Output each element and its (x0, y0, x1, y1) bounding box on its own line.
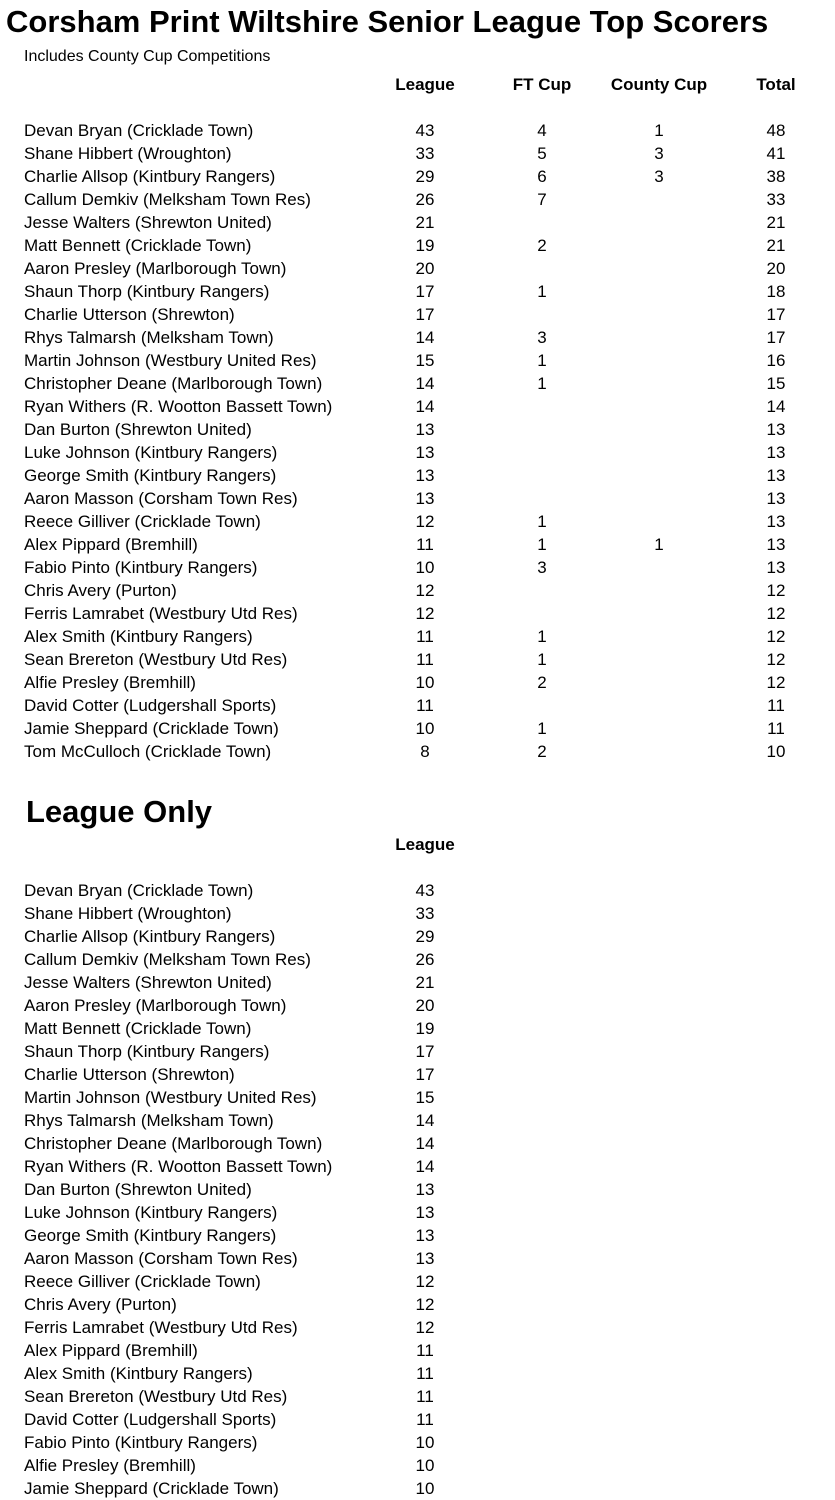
player-name: Ryan Withers (R. Wootton Bassett Town) (24, 1157, 333, 1176)
ft-cup-goals: 2 (537, 673, 547, 692)
county-cup-goals: 3 (654, 144, 664, 163)
table-row (0, 925, 835, 948)
county-cup-goals: 1 (654, 121, 664, 140)
ft-cup-goals: 5 (537, 144, 547, 163)
player-name: Luke Johnson (Kintbury Rangers) (24, 443, 278, 462)
table-row (0, 119, 835, 142)
total-goals: 38 (766, 167, 786, 186)
league-goals: 15 (415, 1088, 435, 1107)
table-row (0, 1247, 835, 1270)
table-row (0, 1201, 835, 1224)
player-name: Reece Gilliver (Cricklade Town) (24, 512, 261, 531)
table-row (0, 418, 835, 441)
total-goals: 10 (766, 742, 786, 761)
total-goals: 13 (766, 535, 786, 554)
player-name: Christopher Deane (Marlborough Town) (24, 374, 323, 393)
league-goals: 11 (416, 1410, 434, 1429)
ft-cup-goals: 1 (537, 650, 547, 669)
total-goals: 13 (766, 558, 786, 577)
league-goals: 10 (415, 558, 435, 577)
league-goals: 20 (415, 259, 435, 278)
total-goals: 20 (766, 259, 786, 278)
table-row (0, 579, 835, 602)
league-goals: 13 (415, 1249, 435, 1268)
total-goals: 12 (766, 581, 786, 600)
table-row (0, 349, 835, 372)
total-goals: 21 (766, 236, 786, 255)
total-goals: 12 (766, 627, 786, 646)
table-row (0, 257, 835, 280)
league-goals: 21 (415, 213, 435, 232)
table-row (0, 1224, 835, 1247)
total-goals: 11 (767, 696, 785, 715)
table-row (0, 1086, 835, 1109)
league-goals: 13 (415, 443, 435, 462)
league-goals: 12 (415, 1272, 435, 1291)
player-name: Matt Bennett (Cricklade Town) (24, 1019, 252, 1038)
table-row (0, 1293, 835, 1316)
table-row (0, 1178, 835, 1201)
player-name: Charlie Allsop (Kintbury Rangers) (24, 927, 276, 946)
header-total: Total (756, 75, 796, 94)
table-row (0, 1063, 835, 1086)
table-row (0, 441, 835, 464)
league-goals: 11 (416, 627, 434, 646)
league-goals: 8 (420, 742, 430, 761)
player-name: Jesse Walters (Shrewton United) (24, 973, 272, 992)
league-only-table (0, 879, 835, 1500)
ft-cup-goals: 4 (537, 121, 547, 140)
table-row (0, 625, 835, 648)
county-cup-goals: 3 (654, 167, 664, 186)
total-goals: 17 (766, 328, 786, 347)
total-goals: 16 (766, 351, 786, 370)
player-name: Alex Pippard (Bremhill) (24, 535, 198, 554)
league-goals: 29 (415, 167, 435, 186)
table-row (0, 994, 835, 1017)
player-name: Rhys Talmarsh (Melksham Town) (24, 328, 274, 347)
league-goals: 14 (415, 1157, 435, 1176)
player-name: Aaron Presley (Marlborough Town) (24, 996, 287, 1015)
ft-cup-goals: 1 (537, 282, 547, 301)
table-row (0, 602, 835, 625)
ft-cup-goals: 7 (537, 190, 547, 209)
player-name: Dan Burton (Shrewton United) (24, 420, 252, 439)
league-goals: 11 (416, 1364, 434, 1383)
table-row (0, 1431, 835, 1454)
player-name: Ferris Lamrabet (Westbury Utd Res) (24, 604, 298, 623)
player-name: Chris Avery (Purton) (24, 581, 177, 600)
total-goals: 15 (766, 374, 786, 393)
player-name: Fabio Pinto (Kintbury Rangers) (24, 558, 258, 577)
player-name: Sean Brereton (Westbury Utd Res) (24, 1387, 288, 1406)
table-row (0, 395, 835, 418)
league-goals: 14 (415, 1134, 435, 1153)
player-name: Jamie Sheppard (Cricklade Town) (24, 1479, 279, 1498)
league-goals: 17 (415, 305, 435, 324)
league-goals: 29 (415, 927, 435, 946)
total-goals: 14 (766, 397, 786, 416)
league-goals: 14 (415, 328, 435, 347)
table-row (0, 671, 835, 694)
league-only-header-league: League (395, 835, 455, 854)
player-name: Ferris Lamrabet (Westbury Utd Res) (24, 1318, 298, 1337)
table-row (0, 303, 835, 326)
league-only-title: League Only (26, 794, 213, 829)
table-row (0, 211, 835, 234)
player-name: Charlie Utterson (Shrewton) (24, 1065, 235, 1084)
ft-cup-goals: 2 (537, 236, 547, 255)
table-row (0, 165, 835, 188)
player-name: Shane Hibbert (Wroughton) (24, 144, 232, 163)
league-goals: 17 (415, 1065, 435, 1084)
table-row (0, 326, 835, 349)
table-row (0, 1316, 835, 1339)
table-row (0, 1017, 835, 1040)
ft-cup-goals: 1 (537, 627, 547, 646)
player-name: Luke Johnson (Kintbury Rangers) (24, 1203, 278, 1222)
league-goals: 14 (415, 374, 435, 393)
total-goals: 12 (766, 673, 786, 692)
league-goals: 11 (416, 696, 434, 715)
league-goals: 13 (415, 420, 435, 439)
league-goals: 19 (415, 1019, 435, 1038)
league-goals: 17 (415, 1042, 435, 1061)
league-goals: 12 (415, 512, 435, 531)
league-goals: 12 (415, 604, 435, 623)
player-name: Ryan Withers (R. Wootton Bassett Town) (24, 397, 333, 416)
ft-cup-goals: 2 (537, 742, 547, 761)
player-name: Rhys Talmarsh (Melksham Town) (24, 1111, 274, 1130)
table-row (0, 234, 835, 257)
league-goals: 17 (415, 282, 435, 301)
ft-cup-goals: 1 (537, 351, 547, 370)
player-name: Alex Smith (Kintbury Rangers) (24, 1364, 253, 1383)
league-goals: 43 (415, 121, 435, 140)
table-row (0, 902, 835, 925)
league-goals: 10 (415, 1479, 435, 1498)
table-row (0, 464, 835, 487)
player-name: Charlie Allsop (Kintbury Rangers) (24, 167, 276, 186)
player-name: Sean Brereton (Westbury Utd Res) (24, 650, 288, 669)
table-row (0, 142, 835, 165)
top-scorers-table (0, 119, 835, 763)
header-ft-cup: FT Cup (512, 75, 572, 94)
player-name: David Cotter (Ludgershall Sports) (24, 696, 277, 715)
total-goals: 12 (766, 604, 786, 623)
player-name: Callum Demkiv (Melksham Town Res) (24, 190, 311, 209)
table-row (0, 971, 835, 994)
league-goals: 13 (415, 1203, 435, 1222)
total-goals: 11 (767, 719, 785, 738)
player-name: George Smith (Kintbury Rangers) (24, 1226, 277, 1245)
table-row (0, 879, 835, 902)
player-name: Shaun Thorp (Kintbury Rangers) (24, 282, 270, 301)
page-subtitle: Includes County Cup Competitions (24, 48, 271, 65)
total-goals: 13 (766, 443, 786, 462)
league-goals: 11 (416, 650, 434, 669)
table-row (0, 1408, 835, 1431)
league-goals: 20 (415, 996, 435, 1015)
league-goals: 10 (415, 1433, 435, 1452)
league-goals: 10 (415, 719, 435, 738)
table-row (0, 556, 835, 579)
player-name: David Cotter (Ludgershall Sports) (24, 1410, 277, 1429)
player-name: Shane Hibbert (Wroughton) (24, 904, 232, 923)
total-goals: 21 (766, 213, 786, 232)
league-goals: 13 (415, 1226, 435, 1245)
player-name: Devan Bryan (Cricklade Town) (24, 881, 254, 900)
header-league: League (395, 75, 455, 94)
header-county-cup: County Cup (610, 75, 708, 94)
league-goals: 43 (415, 881, 435, 900)
ft-cup-goals: 1 (537, 535, 547, 554)
player-name: Dan Burton (Shrewton United) (24, 1180, 252, 1199)
league-goals: 11 (416, 535, 434, 554)
table-row (0, 1270, 835, 1293)
league-goals: 21 (415, 973, 435, 992)
player-name: Alex Smith (Kintbury Rangers) (24, 627, 253, 646)
table-row (0, 1109, 835, 1132)
league-goals: 12 (415, 1295, 435, 1314)
table-row (0, 740, 835, 763)
player-name: Aaron Masson (Corsham Town Res) (24, 1249, 298, 1268)
total-goals: 48 (766, 121, 786, 140)
league-goals: 11 (416, 1387, 434, 1406)
table-row (0, 510, 835, 533)
league-goals: 10 (415, 1456, 435, 1475)
league-goals: 33 (415, 144, 435, 163)
total-goals: 13 (766, 489, 786, 508)
player-name: Tom McCulloch (Cricklade Town) (24, 742, 272, 761)
table-row (0, 1040, 835, 1063)
league-goals: 14 (415, 397, 435, 416)
table-row (0, 948, 835, 971)
table-row (0, 280, 835, 303)
table-row (0, 533, 835, 556)
player-name: Callum Demkiv (Melksham Town Res) (24, 950, 311, 969)
player-name: Fabio Pinto (Kintbury Rangers) (24, 1433, 258, 1452)
table-row (0, 648, 835, 671)
player-name: Aaron Presley (Marlborough Town) (24, 259, 287, 278)
county-cup-goals: 1 (654, 535, 664, 554)
league-goals: 12 (415, 1318, 435, 1337)
table-row (0, 1155, 835, 1178)
ft-cup-goals: 6 (537, 167, 547, 186)
player-name: Alfie Presley (Bremhill) (24, 1456, 196, 1475)
ft-cup-goals: 1 (537, 719, 547, 738)
total-goals: 13 (766, 466, 786, 485)
table-row (0, 188, 835, 211)
ft-cup-goals: 1 (537, 374, 547, 393)
table-row (0, 1362, 835, 1385)
table-row (0, 1454, 835, 1477)
table-row (0, 372, 835, 395)
player-name: Martin Johnson (Westbury United Res) (24, 1088, 317, 1107)
total-goals: 33 (766, 190, 786, 209)
league-goals: 26 (415, 190, 435, 209)
player-name: Matt Bennett (Cricklade Town) (24, 236, 252, 255)
league-goals: 14 (415, 1111, 435, 1130)
league-goals: 13 (415, 1180, 435, 1199)
table-row (0, 1477, 835, 1500)
table-row (0, 487, 835, 510)
table-row (0, 1385, 835, 1408)
player-name: Martin Johnson (Westbury United Res) (24, 351, 317, 370)
league-goals: 13 (415, 466, 435, 485)
player-name: Christopher Deane (Marlborough Town) (24, 1134, 323, 1153)
league-goals: 15 (415, 351, 435, 370)
league-goals: 10 (415, 673, 435, 692)
league-goals: 13 (415, 489, 435, 508)
player-name: Shaun Thorp (Kintbury Rangers) (24, 1042, 270, 1061)
total-goals: 13 (766, 512, 786, 531)
league-goals: 12 (415, 581, 435, 600)
page-title: Corsham Print Wiltshire Senior League Top Scorers (6, 4, 769, 39)
league-goals: 19 (415, 236, 435, 255)
player-name: Jamie Sheppard (Cricklade Town) (24, 719, 279, 738)
ft-cup-goals: 1 (537, 512, 547, 531)
table-row (0, 1132, 835, 1155)
player-name: Charlie Utterson (Shrewton) (24, 305, 235, 324)
league-goals: 26 (415, 950, 435, 969)
player-name: Reece Gilliver (Cricklade Town) (24, 1272, 261, 1291)
total-goals: 13 (766, 420, 786, 439)
total-goals: 12 (766, 650, 786, 669)
table-row (0, 694, 835, 717)
ft-cup-goals: 3 (537, 328, 547, 347)
table-row (0, 717, 835, 740)
league-goals: 11 (416, 1341, 434, 1360)
league-goals: 33 (415, 904, 435, 923)
player-name: Devan Bryan (Cricklade Town) (24, 121, 254, 140)
ft-cup-goals: 3 (537, 558, 547, 577)
player-name: Aaron Masson (Corsham Town Res) (24, 489, 298, 508)
total-goals: 17 (766, 305, 786, 324)
total-goals: 18 (766, 282, 786, 301)
player-name: George Smith (Kintbury Rangers) (24, 466, 277, 485)
player-name: Chris Avery (Purton) (24, 1295, 177, 1314)
player-name: Alex Pippard (Bremhill) (24, 1341, 198, 1360)
player-name: Jesse Walters (Shrewton United) (24, 213, 272, 232)
player-name: Alfie Presley (Bremhill) (24, 673, 196, 692)
total-goals: 41 (766, 144, 786, 163)
table-row (0, 1339, 835, 1362)
